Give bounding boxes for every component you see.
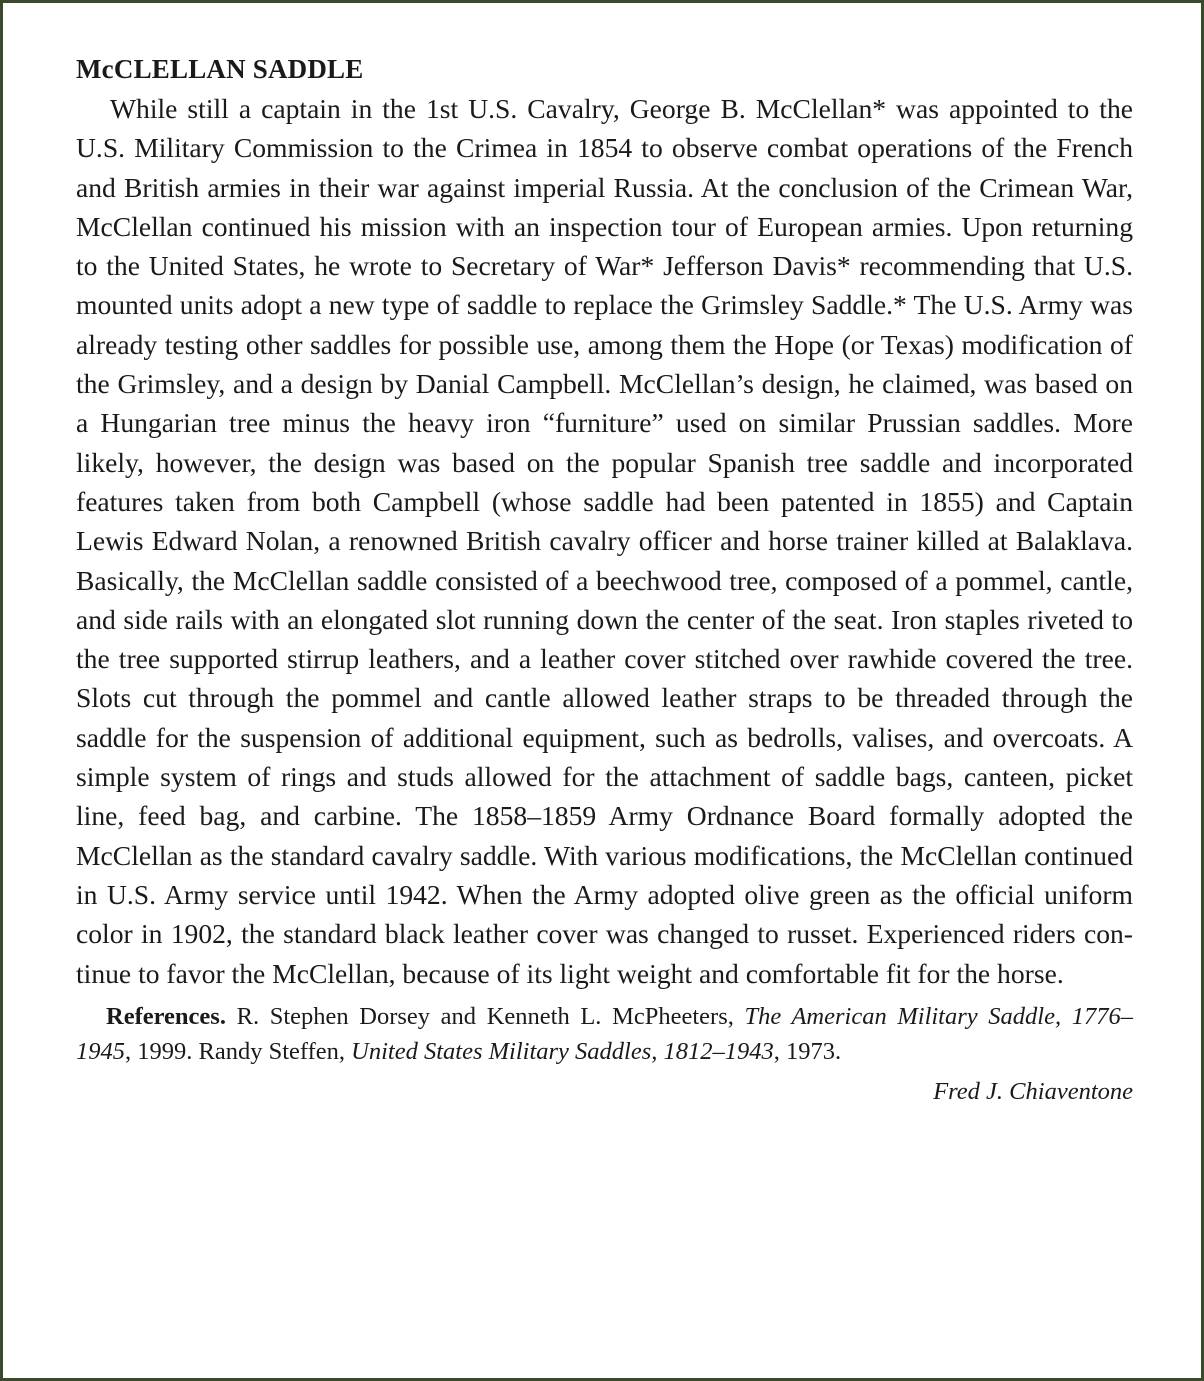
references-label: References. [106,1002,226,1030]
author-name: Fred J. Chiaventone [933,1077,1133,1105]
entry-body: While still a captain in the 1st U.S. Cavalry, George B. McClellan* was appointed to the U.S. Military Commission to the Crimea in 1854 to observe combat operations of the French and British armies in their war against imperial Russia. At the conclusion of the Crimean War, McClellan continued his mission with an inspection tour of European armies. Upon returning to the United States, he wrote to Secretary of War* Jefferson Davis* recommending that U.S. mounted units adopt a new type of saddle to replace the Grimsley Saddle.* The U.S. Army was already testing other saddles for possible use, among them the Hope (or Texas) modification of the Grimsley, and a design by Danial Campbell. McClellan’s design, he claimed, was based on a Hungarian tree minus the heavy iron “furniture” used on similar Prussian saddles. More likely, however, the design was based on the popular Spanish tree saddle and incorporated features taken from both Campbell (whose saddle had been patented in 1855) and Captain Lewis Edward Nolan, a renowned British cavalry officer and horse trainer killed at Balaklava. Basically, the McClellan saddle consisted of a beechwood tree, composed of a pommel, cantle, and side rails with an elongated slot running down the center of the seat. Iron staples riveted to the tree supported stirrup leathers, and a leather cover stitched over rawhide covered the tree. Slots cut through the pommel and cantle allowed leather straps to be threaded through the saddle for the suspension of additional equipment, such as bedrolls, valises, and overcoats. A simple system of rings and studs allowed for the attachment of saddle bags, canteen, picket line, feed bag, and carbine. The 1858–1859 Army Ordnance Board formally adopted the McClellan as the standard cavalry saddle. With various modifications, the McClellan continued in U.S. Army service until 1942. When the Army adopted olive green as the official uniform color in 1902, the standard black leather cover was changed to russet. Experienced riders continue to favor the McClellan, because of its light weight and comfortable fit for the horse. [76,93,1133,989]
references-text-3: , 1973. [773,1038,842,1066]
references-text-2: , 1999. Randy Steffen, [125,1038,352,1066]
entry-title: McCLELLAN SADDLE [76,54,364,84]
reference-book-title-1: The American Military Saddle, 1776–1945 [76,1002,1133,1066]
references [76,999,1133,1070]
encyclopedia-entry [76,52,1133,1109]
reference-book-title-2: United States Military Saddles, 1812–1943 [351,1038,774,1066]
references-text-1: R. Stephen Dorsey and Kenneth L. McPheeters, [225,1002,745,1030]
